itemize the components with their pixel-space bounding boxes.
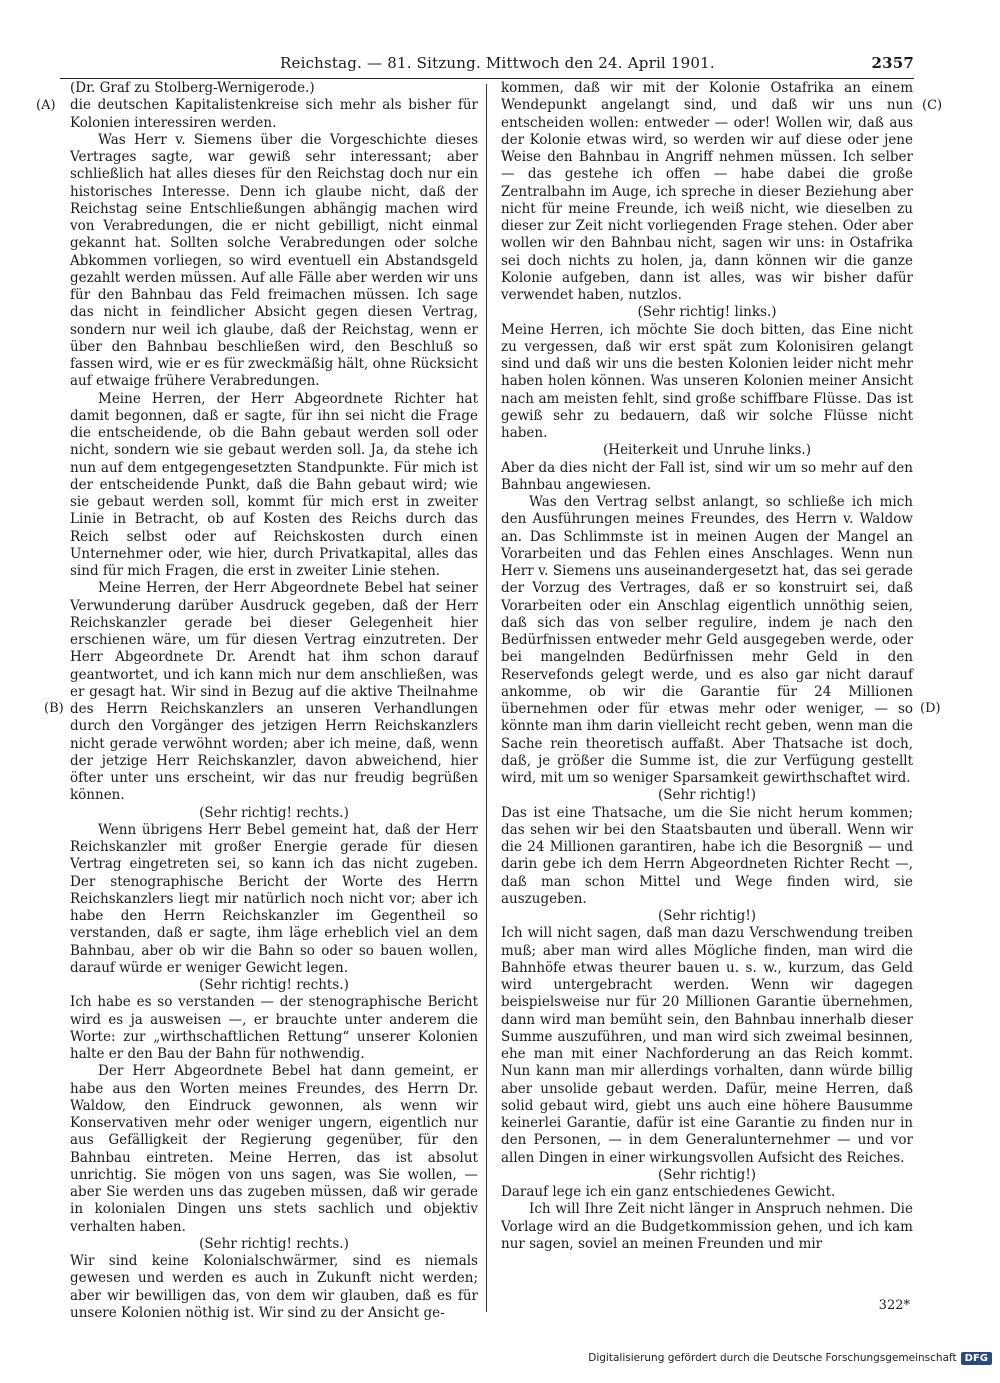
- paragraph: Meine Herren, ich möchte Sie doch bitten, das Eine nicht zu vergessen, daß wir erst spät zum Kolonisiren gelangt sind und daß wir uns die besten Kolonien leider nicht mehr haben holen können. Was unseren Kolonien meiner Ansicht nach am meisten fehlt, sind große schiffbare Flüsse. Das ist gewiß sehr zu bedauern, daß wir solche Flüsse nicht haben.: [501, 321, 913, 441]
- interjection: (Sehr richtig!): [657, 787, 757, 804]
- paragraph: Ich habe es so verstanden — der stenographische Bericht wird es ja ausweisen —, er brauchte unter anderem die Worte: zur „wirthschaftlichen Rettung“ unserer Kolonien halte er den Bau der Bahn für nothwendig.: [70, 994, 478, 1062]
- paragraph: die deutschen Kapitalistenkreise sich mehr als bisher für Kolonien interessiren werden.: [70, 97, 478, 131]
- sheet-signature: 322*: [878, 1298, 910, 1313]
- interjection: (Sehr richtig! links.): [637, 304, 777, 321]
- footer-text: Digitalisierung gefördert durch die Deutsche Forschungsgemeinschaft: [588, 1352, 957, 1364]
- interjection: (Sehr richtig!): [657, 1166, 757, 1183]
- page-number: 2357: [871, 54, 914, 72]
- interjection: (Sehr richtig!): [657, 908, 757, 924]
- paragraph: Meine Herren, der Herr Abgeordnete Richter hat damit begonnen, daß er sagte, für ihn sei nicht die Frage die entscheidende, ob die Bahn gebaut werden soll oder nicht, sondern wie sie gebaut werden soll. Ja, da stehe ich nun auf dem entgegengesetzten Standpunkte. Für mich ist der entscheidende Punkt, daß die Bahn gebaut wird; wie sie gebaut werden soll, kommt für mich erst in zweiter Linie in Betracht, ob auf Kosten des Reichs durch das Reich selbst oder auf Reichskosten durch einen Unternehmer oder, wie hier, durch Privatkapital, alles das sind für mich Fragen, die erst in zweiter Linie stehen.: [70, 390, 478, 579]
- paragraph: Was den Vertrag selbst anlangt, so schließe ich mich den Ausführungen meines Freundes, des Herrn v. Waldow an. Das Schlimmste ist in meinen Augen der Mangel an Vorarbeiten und das Fehlen eines Anschlages. Wenn nun Herr v. Siemens uns auseinandergesetzt hat, das sei gerade der Vorzug des Vertrages, daß er so konstruirt sei, daß Vorarbeiten oder ein Anschlag eigentlich unnöthig seien, daß sich das von selber regulire, indem je nach den Bedürfnissen entweder mehr Geld ausgegeben werde, oder bei mangelnden Bedürfnissen mehr Geld in den Reservefonds gelegt werde, und es also gar nicht darauf ankomme, ob wir die Garantie für 24 Millionen übernehmen oder für etwas mehr oder weniger, — so könnte man ihm darin vielleicht recht geben, wenn man die Sache rein theoretisch auffaßt. Aber Thatsache ist doch, daß, je größer die Summe ist, die zur Verfügung gestellt wird, mit um so weniger Sparsamkeit gewirthschaftet wird.: [501, 494, 913, 786]
- paragraph: Ich will nicht sagen, daß man dazu Verschwendung treiben muß; aber man wird alles Mögliche finden, man wird die Bahnhöfe etwas theurer bauen u. s. w., kurzum, das Geld wird untergebracht werden. Wenn wir dagegen beispielsweise nur für 20 Millionen Garantie übernehmen, dann wird man bemüht sein, den Bahnbau innerhalb dieser Summe auszuführen, und man wird sich zweimal besinnen, ehe man mit einer Nachforderung an das Reich kommt. Nun kann man mir allerdings vorhalten, dann würde billig aber unsolide gebaut werden. Dafür, meine Herren, daß solid gebaut wird, giebt uns auch eine höhere Bausumme keinerlei Garantie, dafür ist eine Garantie zu finden nur in den Personen, — in dem Generalunternehmer — und vor allen Dingen in einer wirkungsvollen Aufsicht des Reiches.: [501, 925, 913, 1166]
- interjection: (Sehr richtig! rechts.): [199, 977, 349, 993]
- footer-credit: [588, 1347, 992, 1369]
- paragraph: Was Herr v. Siemens über die Vorgeschichte dieses Vertrages sagte, war gewiß sehr interessant; aber schließlich hat alles dieses für den Reichstag doch nur ein historisches Interesse. Denn ich glaube nicht, daß der Reichstag seine Entschließungen abhängig machen wird von Verabredungen, die er nicht gebilligt, nicht einmal gekannt hat. Sollten solche Verabredungen oder solche Abkommen vorliegen, so wird eventuell ein Abstandsgeld gezahlt werden müssen. Auf alle Fälle aber werden wir uns für den Bahnbau das Feld freimachen müssen. Ich sage das nicht in feindlicher Absicht gegen diesen Vertrag, sondern nur weil ich glaube, daß der Reichstag, wenn er über den Bahnbau beschließen wird, den Beschluß so fassen wird, wie er es für zweckmäßig hält, ohne Rücksicht auf etwaige frühere Verabredungen.: [70, 131, 478, 390]
- header-title: Reichstag. — 81. Sitzung. Mittwoch den 24. April 1901.: [280, 54, 715, 72]
- interjection: (Sehr richtig! rechts.): [199, 1235, 349, 1252]
- paragraph: Aber da dies nicht der Fall ist, sind wir um so mehr auf den Bahnbau angewiesen.: [501, 459, 913, 493]
- paragraph: kommen, daß wir mit der Kolonie Ostafrika an einem Wendepunkt angelangt sind, und daß wir uns nun entscheiden wollen: entweder — oder! Wollen wir, daß aus der Kolonie etwas wird, so werden wir auf diese oder jene Weise den Bahnbau in Angriff nehmen müssen. Ich selber — das gestehe ich offen — habe dabei die große Zentralbahn im Auge, ich spreche in dieser Beziehung aber nicht für meine Freunde, ich weiß nicht, wie dieselben zu dieser zur Zeit nicht vorliegenden Frage stehen. Oder aber wollen wir den Bahnbau nicht, sagen wir uns: in Ostafrika sei doch nichts zu holen, ja, dann können wir die ganze Kolonie aufgeben, dann ist alles, was wir bisher dafür verwendet haben, nutzlos.: [501, 80, 913, 303]
- dfg-logo: DFG: [961, 1352, 992, 1365]
- margin-mark-a: (A): [36, 98, 56, 113]
- paragraph: Ich will Ihre Zeit nicht länger in Anspruch nehmen. Die Vorlage wird an die Budgetkommission gehen, und ich kam nur sagen, soviel an meinen Freunden und mir: [501, 1201, 913, 1252]
- paragraph: Darauf lege ich ein ganz entschiedenes Gewicht.: [501, 1184, 836, 1200]
- interjection: (Heiterkeit und Unruhe links.): [603, 442, 811, 459]
- margin-mark-b: (B): [44, 701, 64, 716]
- margin-mark-c: (C): [922, 98, 943, 113]
- left-column: [70, 80, 478, 1322]
- column-divider: [486, 84, 487, 1312]
- interjection: (Sehr richtig! rechts.): [199, 804, 349, 821]
- paragraph: Meine Herren, der Herr Abgeordnete Bebel hat seiner Verwunderung darüber Ausdruck gegeben, daß der Herr Reichskanzler gerade bei dieser Gelegenheit hier erschienen wäre, um für diesen Vertrag einzutreten. Der Herr Abgeordnete Dr. Arendt hat ihm schon darauf geantwortet, und ich kann mich nur dem anschließen, was er gesagt hat. Wir sind in Bezug auf die aktive Theilnahme des Herrn Reichskanzlers an unseren Verhandlungen durch den Vorgänger des jetzigen Herrn Reichskanzlers nicht gerade verwöhnt worden; aber ich meine, daß, wenn der jetzige Herr Reichskanzler, davon abweichend, hier öfter unter uns erscheint, wir das nur freudig begrüßen können.: [70, 580, 478, 804]
- speaker-line: (Dr. Graf zu Stolberg-Wernigerode.): [70, 80, 315, 96]
- paragraph: Wenn übrigens Herr Bebel gemeint hat, daß der Herr Reichskanzler mit großer Energie gerade für diesen Vertrag eingetreten sei, so kann ich das nicht zugeben. Der stenographische Bericht der Worte des Herrn Reichskanzlers liegt mir natürlich noch nicht vor; aber ich habe den Herrn Reichskanzler im Gegentheil so verstanden, daß er sagte, ihm läge erheblich viel an dem Bahnbau, aber ob wir die Bahn so oder so bauen wollen, darauf würde er weniger Gewicht legen.: [70, 821, 478, 976]
- running-header: [60, 52, 914, 79]
- right-column: [501, 80, 913, 1253]
- margin-mark-d: (D): [920, 701, 941, 716]
- paragraph: Das ist eine Thatsache, um die Sie nicht herum kommen; das sehen wir bei den Staatsbauten und überall. Wenn wir die 24 Millionen garantiren, habe ich die Besorgniß — und darin gebe ich dem Herrn Abgeordneten Richter Recht —, daß man schon Mittel und Wege finden wird, sie auszugeben.: [501, 804, 913, 907]
- paragraph: Wir sind keine Kolonialschwärmer, sind es niemals gewesen und werden es auch in Zukunft nicht werden; aber wir bewilligen das, von dem wir glauben, daß es für unsere Kolonien nöthig ist. Wir sind zu der Ansicht ge-: [70, 1253, 478, 1321]
- paragraph: Der Herr Abgeordnete Bebel hat dann gemeint, er habe aus den Worten meines Freundes, des Herrn Dr. Waldow, den Eindruck gewonnen, als wenn wir Konservativen mehr oder weniger ungern, eigentlich nur aus Gefälligkeit der Regierung gegenüber, für den Bahnbau eintreten. Meine Herren, das ist absolut unrichtig. Sie mögen von uns sagen, was Sie wollen, — aber Sie werden uns das zugeben müssen, daß wir gerade in kolonialen Dingen uns stets sachlich und objektiv verhalten haben.: [70, 1063, 478, 1235]
